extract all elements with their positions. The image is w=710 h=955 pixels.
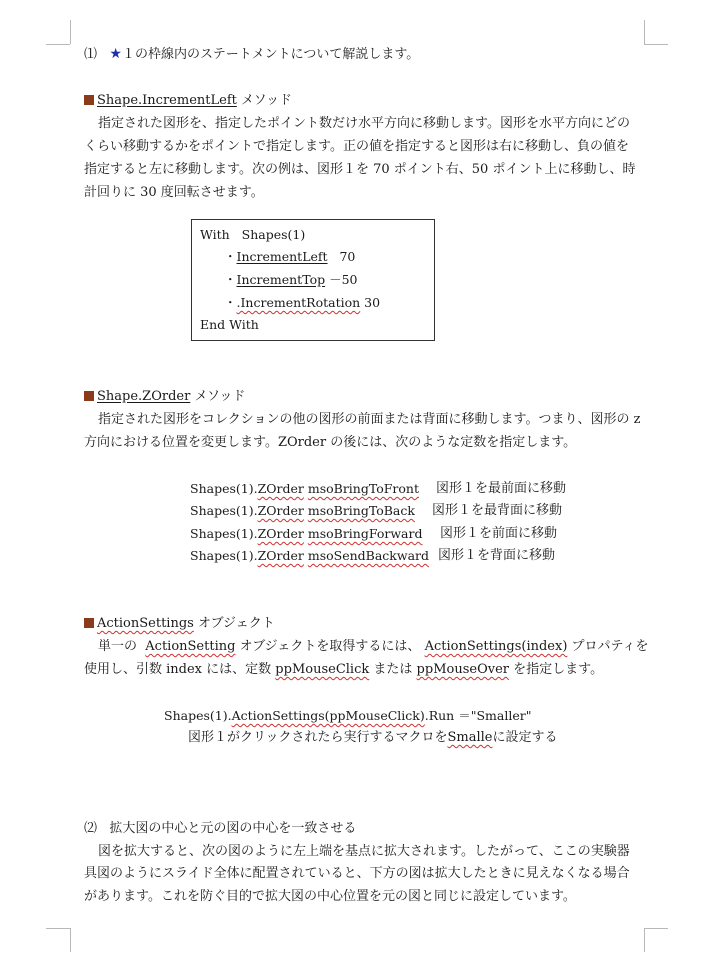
code-property: ActionSettings(ppMouseClick): [231, 708, 425, 723]
paragraph-line: 計回りに 30 度回転させます。: [84, 185, 264, 200]
crop-mark-bottom-left-h: [46, 928, 70, 929]
code-method: IncrementTop: [236, 272, 326, 287]
square-bullet-icon: [84, 391, 94, 401]
paragraph-line: くらい移動するかをポイントで指定します。正の値を指定すると図形は右に移動し、負の値を: [84, 139, 629, 154]
action-code-desc: [188, 729, 558, 747]
zorder-row-desc: 図形１を背面に移動: [438, 548, 556, 563]
code-term: ppMouseOver: [416, 662, 509, 677]
zorder-row: [190, 525, 422, 543]
zorder-row-desc: 図形１を最前面に移動: [436, 481, 567, 496]
code-term: ActionSetting: [145, 639, 236, 654]
code-method: .IncrementRotation: [236, 295, 361, 310]
zorder-row: [190, 547, 429, 565]
action-code-line: [164, 707, 531, 725]
code-object: Shapes(1).: [164, 708, 232, 723]
item1-heading: [84, 45, 419, 64]
paragraph-line: 指定された図形を、指定したポイント数だけ水平方向に移動します。図形を水平方向にどの: [98, 116, 630, 131]
code-dot: ・: [224, 272, 237, 287]
code-keyword: With: [200, 227, 230, 242]
crop-mark-top-right-v: [644, 20, 645, 44]
zorder-row-desc: 図形１を前面に移動: [440, 526, 558, 541]
crop-mark-top-left-v: [70, 20, 71, 44]
text-run: を指定します。: [513, 662, 604, 677]
heading-method-suffix: メソッド: [190, 389, 246, 404]
code-method: ZOrder: [257, 481, 304, 496]
code-value: 30: [364, 295, 381, 310]
zorder-row: [190, 502, 415, 520]
code-constant: msoSendBackward: [307, 548, 429, 563]
crop-mark-bottom-right-v: [644, 928, 645, 952]
text-run: 使用し、引数 index には、定数: [84, 662, 272, 677]
paragraph-line: 図を拡大すると、次の図のように左上端を基点に拡大されます。したがって、ここの実験器: [98, 844, 630, 859]
code-constant: msoBringToBack: [307, 503, 415, 518]
code-method: ZOrder: [257, 526, 304, 541]
item1-text: １の枠線内のステートメントについて解説します。: [121, 47, 420, 62]
section-heading-action-settings: [84, 615, 275, 633]
code-object: Shapes(1).: [190, 503, 258, 518]
code-term: ppMouseClick: [275, 662, 370, 677]
code-constant: msoBringForward: [307, 526, 423, 541]
item2-text: 拡大図の中心と元の図の中心を一致させる: [109, 821, 357, 836]
text-run: または: [373, 662, 413, 677]
paragraph-line: 指定すると左に移動します。次の例は、図形１を 70 ポイント右、50 ポイント上に移動し、時: [84, 162, 636, 177]
code-line-end-with: End With: [200, 317, 259, 332]
square-bullet-icon: [84, 618, 94, 628]
code-term: ActionSettings(index): [424, 639, 568, 654]
code-line-increment-top: [224, 271, 358, 289]
code-dot: ・: [224, 249, 237, 264]
code-term: Smalle: [447, 730, 493, 745]
code-method: ZOrder: [257, 503, 304, 518]
paragraph-line: 方向における位置を変更します。ZOrder の後には、次のような定数を指定します。: [84, 435, 577, 450]
paragraph-line: 具図のようにスライド全体に配置されていると、下方の図は拡大したときに見えなくなる場合: [84, 866, 630, 881]
text-run: 単一の: [98, 639, 138, 654]
code-line-with: [200, 226, 305, 244]
section-heading-increment-left: [84, 92, 292, 110]
code-value: 70: [339, 249, 356, 264]
crop-mark-top-right-h: [644, 44, 668, 45]
text-run: オブジェクトを取得するには、: [239, 639, 421, 654]
star-icon: ★: [109, 46, 122, 62]
crop-mark-top-left-h: [46, 44, 70, 45]
code-value: －50: [329, 272, 358, 287]
code-method: IncrementLeft: [236, 249, 328, 264]
paragraph-line: があります。これを防ぐ目的で拡大図の中心位置を元の図と同じに設定しています。: [84, 889, 576, 904]
paragraph-line: [84, 661, 603, 679]
code-object: Shapes(1).: [190, 481, 258, 496]
section-heading-zorder: [84, 388, 245, 406]
text-run: に設定する: [492, 730, 558, 745]
code-object: Shapes(1): [241, 227, 306, 242]
item2-number: ⑵: [84, 821, 98, 836]
code-dot: ・: [224, 295, 237, 310]
square-bullet-icon: [84, 95, 94, 105]
text-run: プロパティを: [571, 639, 649, 654]
zorder-row-desc: 図形１を最背面に移動: [432, 503, 563, 518]
item2-heading: [84, 820, 356, 838]
paragraph-line: 指定された図形をコレクションの他の図形の前面または背面に移動します。つまり、図形の z: [98, 412, 641, 427]
code-run: .Run ＝"Smaller": [424, 708, 532, 723]
item1-number: ⑴: [84, 47, 98, 62]
heading-object-suffix: オブジェクト: [193, 616, 275, 631]
text-run: 図形１がクリックされたら実行するマクロを: [188, 730, 448, 745]
code-constant: msoBringToFront: [307, 481, 419, 496]
code-object: Shapes(1).: [190, 526, 258, 541]
heading-method-name: Shape.ZOrder: [97, 389, 191, 404]
crop-mark-bottom-right-h: [644, 928, 668, 929]
heading-object-name: ActionSettings: [97, 616, 194, 631]
heading-method-suffix: メソッド: [236, 93, 292, 108]
zorder-row: [190, 480, 419, 498]
code-line-increment-left: [224, 248, 355, 266]
crop-mark-bottom-left-v: [70, 928, 71, 952]
heading-method-name: Shape.IncrementLeft: [97, 93, 237, 108]
code-object: Shapes(1).: [190, 548, 258, 563]
code-line-increment-rotation: [224, 294, 380, 312]
code-method: ZOrder: [257, 548, 304, 563]
paragraph-line: [98, 638, 649, 656]
